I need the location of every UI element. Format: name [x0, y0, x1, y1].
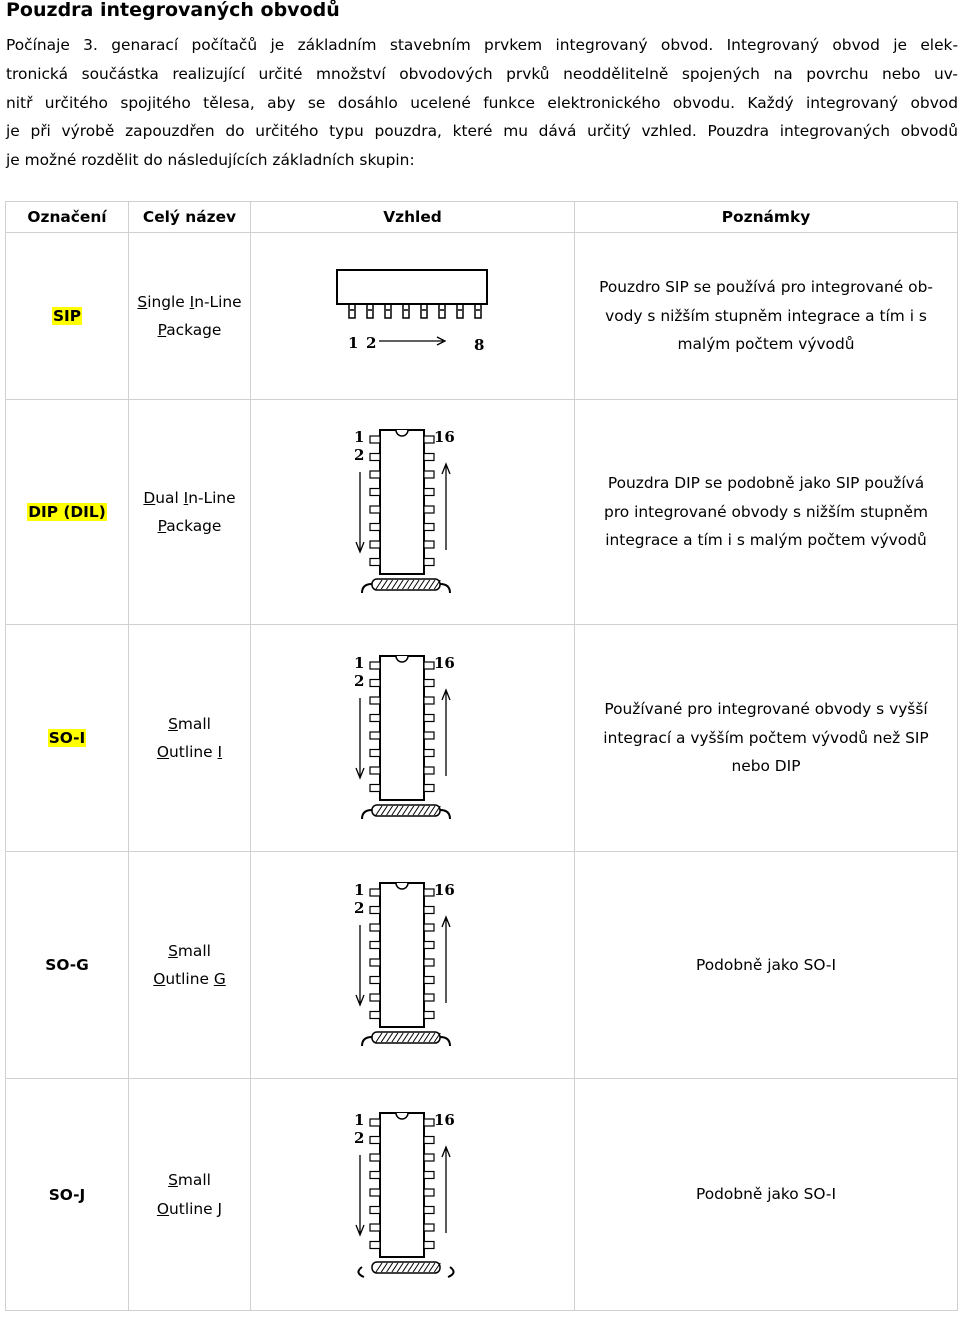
direction-arrow	[356, 472, 364, 552]
pin-lead	[370, 1012, 380, 1019]
note-line: nebo DIP	[731, 757, 801, 776]
full-name-line	[129, 1166, 250, 1195]
package-body	[380, 430, 424, 574]
pin-lead	[424, 1206, 434, 1213]
sip-package-diagram	[333, 268, 493, 364]
table-row	[6, 233, 958, 400]
name-suffix: J	[217, 1199, 223, 1218]
full-name-line	[129, 738, 250, 767]
table-row	[6, 400, 958, 625]
designation-cell	[6, 1079, 129, 1311]
pin-lead	[370, 785, 380, 792]
name-rest: mall	[177, 714, 211, 733]
pin-lead	[424, 541, 434, 548]
package-body	[337, 270, 487, 304]
name-suffix: I	[217, 743, 223, 761]
note-line: integrací a vyšším počtem vývodů než SIP	[603, 728, 929, 747]
full-name-cell	[129, 400, 251, 625]
appearance-cell	[251, 852, 575, 1079]
package-body	[380, 883, 424, 1027]
pin-lead	[370, 506, 380, 513]
name-initial: S	[168, 941, 178, 960]
note-line: Pouzdro SIP se používá pro integrované ob-	[599, 277, 933, 296]
note-line: vody s nižším stupněm integrace a tím i s	[605, 306, 927, 325]
package-abbreviation: SO-J	[48, 1185, 86, 1204]
pin-label: 16	[433, 881, 455, 899]
dip-package-diagram	[348, 426, 478, 598]
header-designation: Označení	[6, 202, 129, 233]
pin-lead	[424, 506, 434, 513]
intro-line: je při výrobě zapouzdřen do určitého typu pouzdra, které mu dává určitý vzhled. Pouzdra integrovaných obvodů	[6, 122, 958, 141]
full-name-cell	[129, 852, 251, 1079]
pin-label: 8	[473, 336, 484, 354]
name-initial: S	[168, 714, 178, 733]
pin-lead	[370, 924, 380, 931]
package-body	[380, 1113, 424, 1257]
pin-lead	[370, 489, 380, 496]
appearance-cell	[251, 233, 575, 400]
name-rest: n-Line	[194, 292, 242, 311]
notes-cell	[575, 625, 958, 852]
designation-cell	[6, 400, 129, 625]
pin-label: 2	[353, 899, 364, 917]
name-rest: mall	[177, 941, 211, 960]
pin-lead	[421, 304, 427, 318]
note-line: malým počtem vývodů	[677, 335, 855, 354]
full-name-cell	[129, 1079, 251, 1311]
direction-arrow	[356, 925, 364, 1005]
package-body	[380, 656, 424, 800]
pin-lead	[424, 732, 434, 739]
notch	[396, 430, 408, 436]
intro-line: nitř určitého spojitého tělesa, aby se dosáhlo ucelené funkce elektronického obvodu. Každý integrovaný obvod	[6, 93, 958, 112]
note-line: Podobně jako SO-I	[695, 955, 836, 974]
full-name-line	[129, 316, 250, 345]
name-rest: utline	[169, 743, 218, 761]
designation-cell	[6, 625, 129, 852]
note-line: pro integrované obvody s nižším stupněm	[604, 502, 928, 521]
pin-lead	[424, 697, 434, 704]
pin-lead	[370, 680, 380, 687]
pin-lead	[424, 1224, 434, 1231]
name-initial: S	[168, 1171, 178, 1189]
pin-label: 16	[433, 1110, 455, 1129]
note-line: Podobně jako SO-I	[695, 1185, 836, 1204]
direction-arrow	[379, 337, 445, 345]
name-initial: I	[183, 488, 189, 507]
designation-cell	[6, 852, 129, 1079]
name-rest: ual	[155, 488, 184, 507]
notes-cell	[575, 400, 958, 625]
pin-lead	[370, 715, 380, 722]
pin-lead	[424, 942, 434, 949]
pin-lead	[424, 662, 434, 669]
package-abbreviation: DIP (DIL)	[28, 503, 106, 521]
pin-lead	[370, 1136, 380, 1143]
pin-lead	[424, 977, 434, 984]
pin-label: 1	[353, 428, 364, 446]
pin-lead	[370, 767, 380, 774]
intro-line: Počínaje 3. genarací počítačů je základním stavebním prvkem integrovaný obvod. Integrovaný obvod je elek-	[6, 36, 958, 54]
pin-lead	[370, 662, 380, 669]
name-initial: S	[137, 292, 148, 311]
pin-lead	[370, 750, 380, 757]
pin-lead	[370, 994, 380, 1001]
pin-lead	[367, 304, 373, 318]
pin-label: 1	[353, 654, 364, 672]
table-row	[6, 852, 958, 1079]
pin-lead	[370, 1189, 380, 1196]
pin-lead	[370, 1206, 380, 1213]
direction-arrow	[442, 464, 450, 550]
intro-line: tronická součástka realizující určité množství obvodových prvků neoddělitelně spojených na povrchu nebo uv-	[6, 64, 958, 83]
pin-lead	[370, 559, 380, 566]
name-initial: D	[143, 488, 156, 507]
appearance-cell	[251, 1079, 575, 1311]
full-name-cell	[129, 625, 251, 852]
header-appearance: Vzhled	[251, 202, 575, 233]
pin-lead	[424, 524, 434, 531]
pin-label: 2	[353, 1128, 364, 1147]
full-name-line	[129, 937, 250, 966]
name-rest: utline	[165, 970, 214, 988]
pin-lead	[424, 767, 434, 774]
notch	[396, 883, 408, 889]
appearance-cell	[251, 625, 575, 852]
name-rest: ingle	[147, 292, 190, 311]
notch	[396, 656, 408, 662]
pin-lead	[370, 454, 380, 461]
pin-label: 2	[353, 672, 364, 690]
pin-lead	[424, 436, 434, 443]
full-name-line	[129, 512, 250, 541]
pin-lead	[424, 994, 434, 1001]
pin-lead	[370, 942, 380, 949]
name-initial: P	[157, 321, 167, 339]
pin-lead	[424, 1012, 434, 1019]
pin-lead	[424, 489, 434, 496]
pin-lead	[424, 1241, 434, 1248]
pin-lead	[424, 750, 434, 757]
header-full-name: Celý název	[129, 202, 251, 233]
pin-lead	[349, 304, 355, 318]
name-initial: O	[156, 743, 170, 761]
pin-lead	[370, 1241, 380, 1248]
page-title: Pouzdra integrovaných obvodů	[6, 0, 340, 21]
notes-cell	[575, 852, 958, 1079]
package-abbreviation: SO-G	[45, 956, 89, 974]
name-rest: ackage	[166, 321, 222, 339]
pin-lead	[424, 454, 434, 461]
pin-lead	[424, 715, 434, 722]
pin-lead	[370, 471, 380, 478]
notes-cell	[575, 1079, 958, 1311]
full-name-line	[129, 484, 250, 513]
header-notes: Poznámky	[575, 202, 958, 233]
pin-lead	[370, 977, 380, 984]
direction-arrow	[356, 1155, 364, 1235]
pin-label: 16	[433, 428, 455, 446]
name-rest: mall	[177, 1171, 211, 1189]
pin-lead	[424, 1136, 434, 1143]
pin-lead	[424, 785, 434, 792]
name-initial: I	[189, 292, 195, 311]
note-line: integrace a tím i s malým počtem vývodů	[605, 531, 927, 550]
dip-package-diagram	[348, 652, 478, 824]
pin-label: 1	[353, 1110, 364, 1129]
pin-lead	[424, 1189, 434, 1196]
appearance-cell	[251, 400, 575, 625]
direction-arrow	[442, 690, 450, 776]
pin-lead	[370, 1224, 380, 1231]
pin-lead	[424, 1154, 434, 1161]
table-row	[6, 1079, 958, 1311]
pin-lead	[403, 304, 409, 318]
pin-label: 16	[433, 654, 455, 672]
table-header-row	[6, 202, 958, 233]
pin-lead	[424, 889, 434, 896]
designation-cell	[6, 233, 129, 400]
note-line: Používané pro integrované obvody s vyšší	[604, 699, 928, 718]
direction-arrow	[442, 1147, 450, 1233]
pin-lead	[370, 541, 380, 548]
name-rest: ackage	[166, 517, 222, 535]
pin-lead	[424, 559, 434, 566]
name-initial: O	[153, 970, 166, 988]
pin-lead	[370, 1119, 380, 1126]
pin-label: 1	[353, 881, 364, 899]
pin-lead	[370, 436, 380, 443]
pin-lead	[385, 304, 391, 318]
pin-label: 2	[353, 446, 364, 464]
pin-lead	[475, 304, 481, 318]
name-rest: n-Line	[188, 488, 236, 507]
full-name-cell	[129, 233, 251, 400]
intro-line: je možné rozdělit do následujících základních skupin:	[6, 151, 415, 170]
pin-lead	[370, 907, 380, 914]
name-initial: P	[157, 517, 167, 535]
intro-paragraph	[6, 31, 958, 175]
direction-arrow	[356, 698, 364, 778]
name-suffix: G	[213, 970, 226, 988]
note-line: Pouzdra DIP se podobně jako SIP používá	[607, 473, 925, 492]
package-table	[5, 201, 958, 1311]
pin-label: 1	[347, 334, 358, 352]
full-name-line	[129, 965, 250, 994]
pin-label: 2	[365, 334, 376, 352]
name-rest: utline	[169, 1199, 218, 1218]
table-row	[6, 625, 958, 852]
notes-cell	[575, 233, 958, 400]
dip-package-diagram	[348, 1109, 478, 1281]
pin-lead	[370, 1154, 380, 1161]
full-name-line	[129, 1195, 250, 1224]
pin-lead	[457, 304, 463, 318]
package-abbreviation: SIP	[52, 307, 82, 325]
pin-lead	[439, 304, 445, 318]
pin-lead	[370, 697, 380, 704]
pin-lead	[424, 1171, 434, 1178]
pin-lead	[424, 959, 434, 966]
pin-lead	[370, 524, 380, 531]
pin-lead	[370, 732, 380, 739]
pin-lead	[424, 471, 434, 478]
pin-lead	[424, 680, 434, 687]
notch	[396, 1113, 408, 1119]
pin-lead	[424, 1119, 434, 1126]
direction-arrow	[442, 917, 450, 1003]
full-name-line	[129, 710, 250, 739]
name-initial: O	[156, 1199, 170, 1218]
pin-lead	[370, 959, 380, 966]
pin-lead	[370, 889, 380, 896]
pin-lead	[424, 924, 434, 931]
package-abbreviation: SO-I	[48, 729, 86, 747]
pin-lead	[370, 1171, 380, 1178]
pin-lead	[424, 907, 434, 914]
full-name-line	[129, 288, 250, 317]
dip-package-diagram	[348, 879, 478, 1051]
